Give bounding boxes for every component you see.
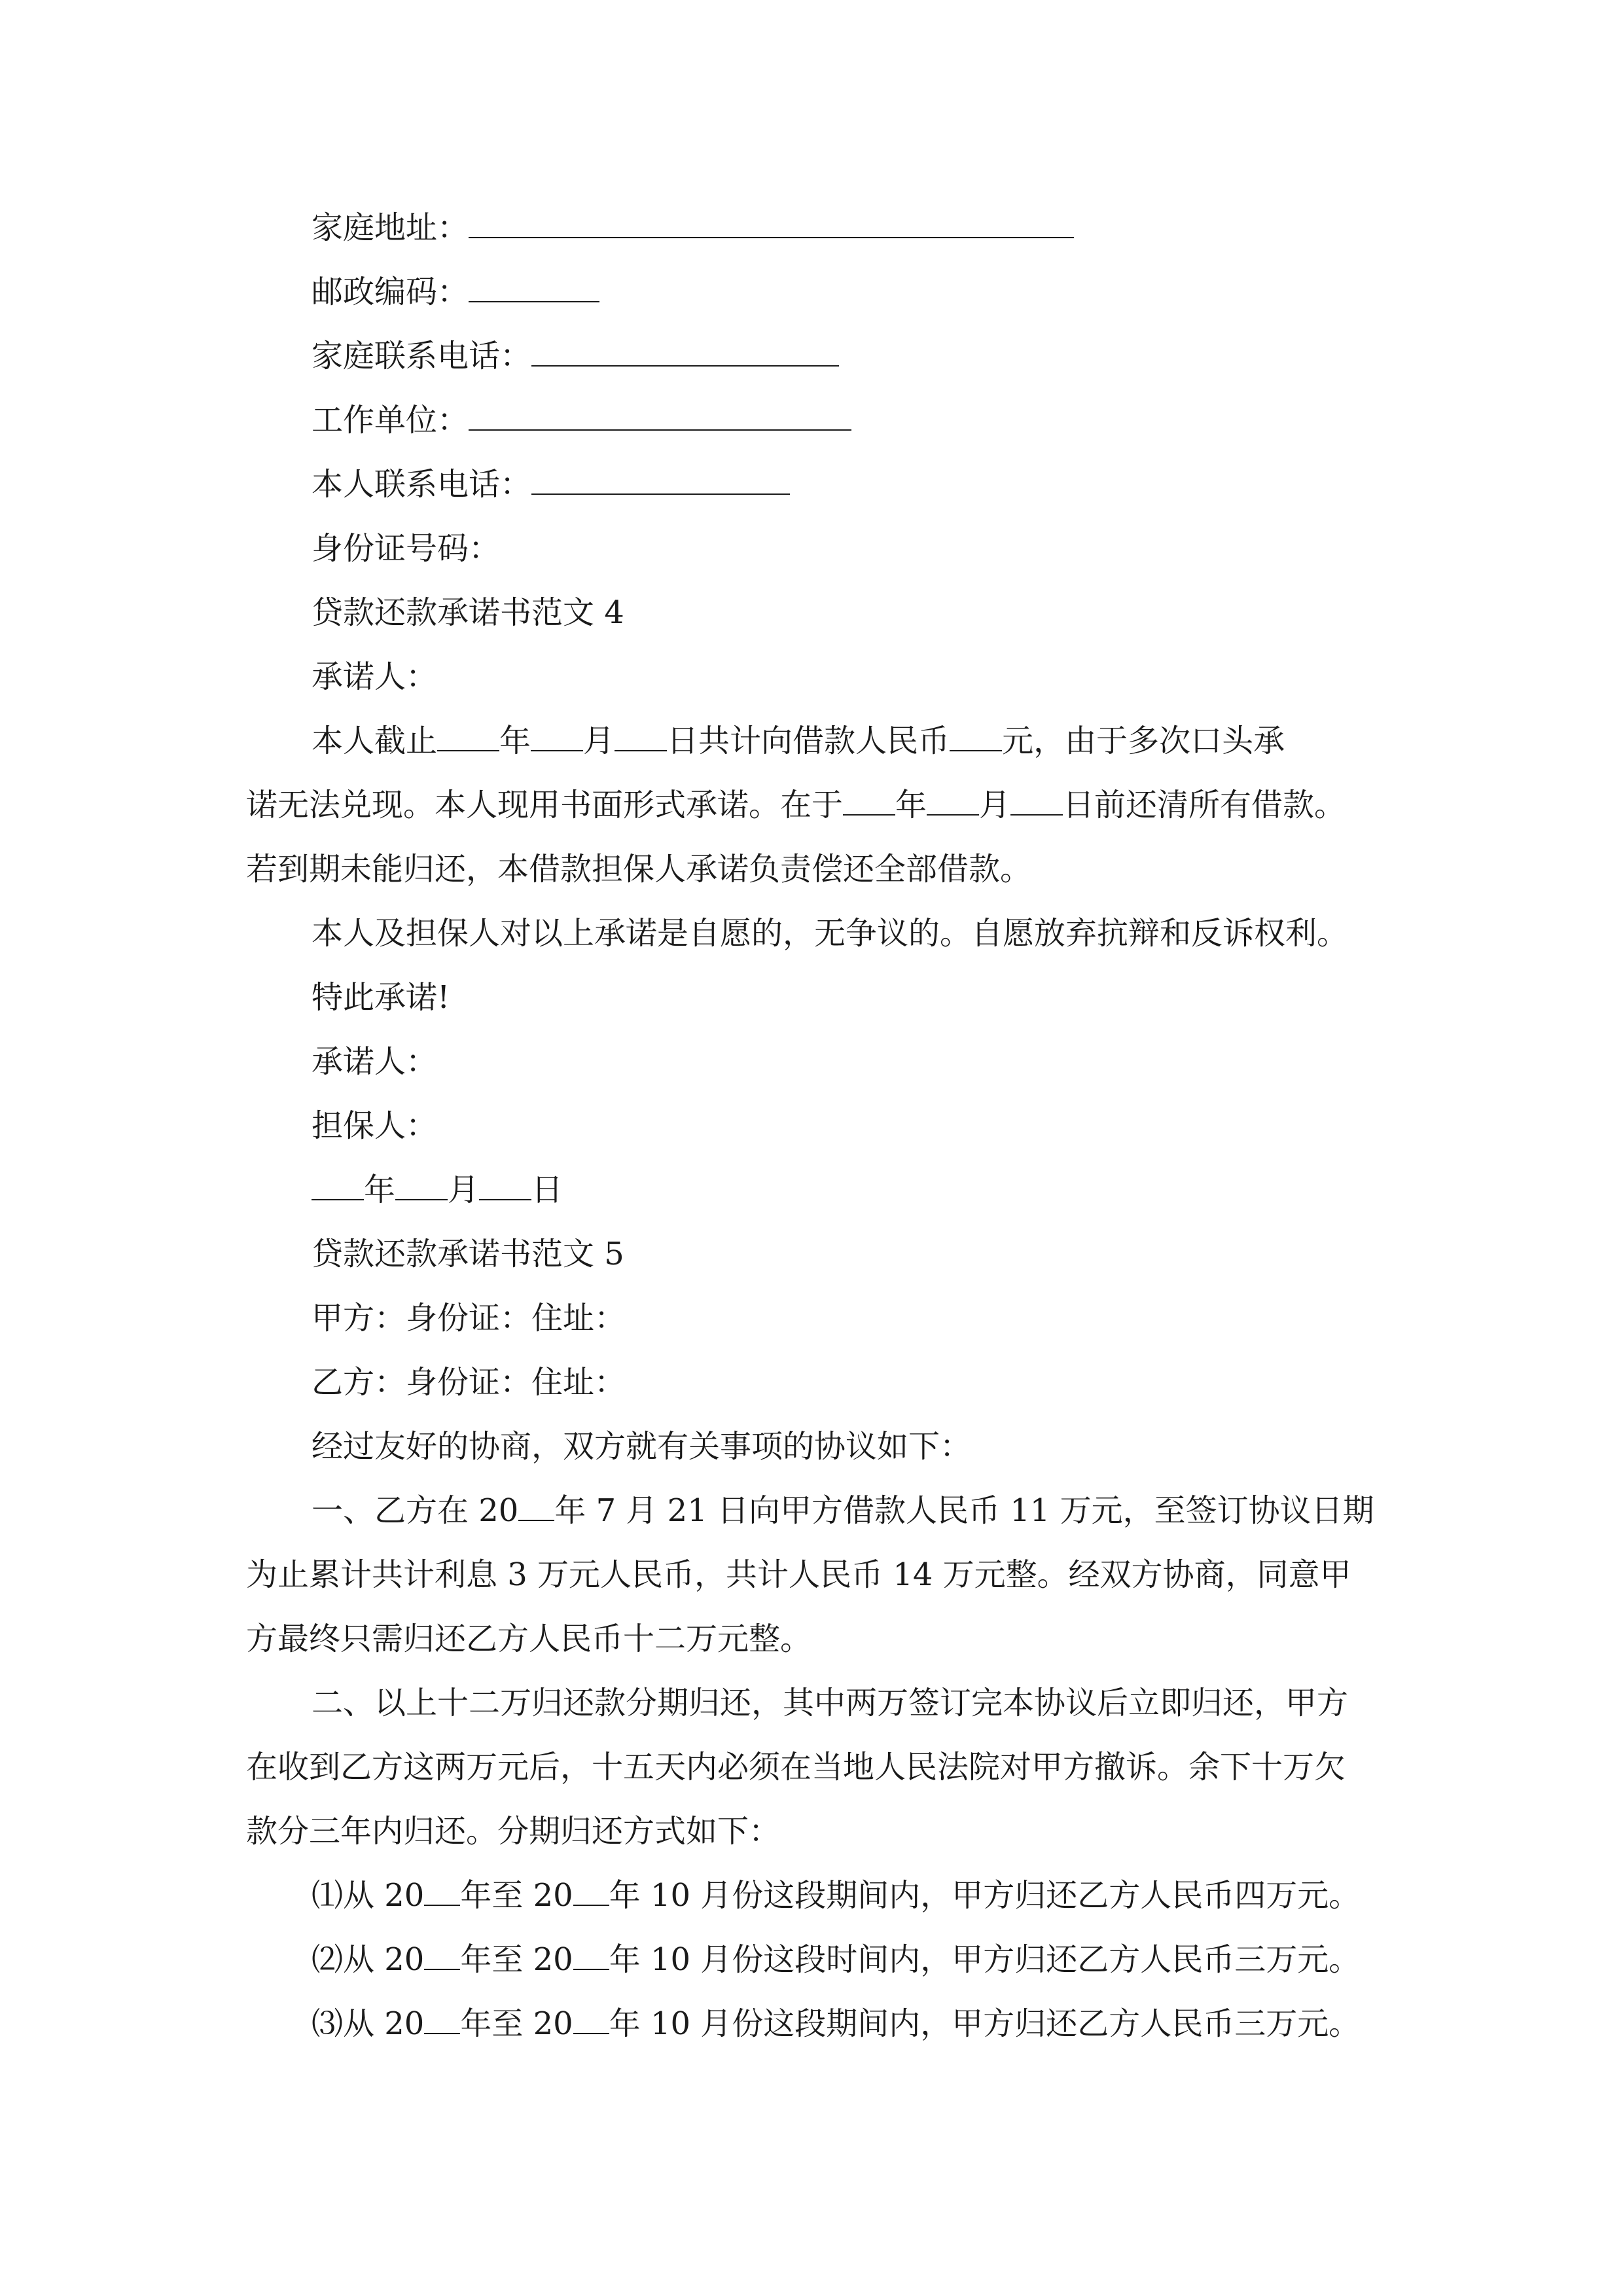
work-unit-label: 工作单位： [312, 402, 469, 439]
section4-title: 贷款还款承诺书范文 4 [312, 594, 624, 631]
section5-party-b: 乙方：身份证：住址： [312, 1364, 626, 1401]
i1-text-b: 年至 20 [460, 1877, 573, 1914]
id-number-line [312, 529, 500, 568]
section4-p1-line2 [246, 785, 1346, 825]
section5-item3 [312, 2004, 1360, 2043]
p1-line2-month: 月 [979, 787, 1011, 823]
date-day-blank [479, 1170, 531, 1200]
section4-p2: 本人及担保人对以上承诺是自愿的，无争议的。自愿放弃抗辩和反诉权利。 [312, 915, 1349, 952]
i3-text-c: 年 10 月份这段期间内，甲方归还乙方人民币三万元。 [609, 2005, 1361, 2042]
p1-day-blank [615, 721, 667, 751]
postal-code-blank [469, 272, 599, 302]
section5-clause2-line2: 在收到乙方这两万元后，十五天内必须在当地人民法院对甲方撤诉。余下十万欠 [246, 1749, 1346, 1785]
c1-year-blank [518, 1491, 554, 1521]
section4-date-line [312, 1170, 563, 1210]
i2-text-b: 年至 20 [460, 1941, 573, 1978]
i3-text-a: ⑶从 20 [312, 2005, 425, 2042]
home-phone-line [312, 336, 839, 376]
p1-line2-year-blank [843, 785, 895, 816]
p1-year-blank [437, 721, 499, 751]
personal-phone-line [312, 465, 790, 504]
section5-party-a: 甲方：身份证：住址： [312, 1300, 626, 1336]
p1-month-blank [531, 721, 583, 751]
section5-clause1-line2: 为止累计共计利息 3 万元人民币，共计人民币 14 万元整。经双方协商，同意甲 [246, 1556, 1351, 1593]
date-month-blank [395, 1170, 448, 1200]
p1-amount-blank [950, 721, 1002, 751]
p1-month: 月 [583, 723, 615, 759]
p1-line2-rest: 日前还清所有借款。 [1063, 787, 1346, 823]
section4-p1-line3: 若到期未能归还，本借款担保人承诺负责偿还全部借款。 [246, 851, 1032, 888]
home-phone-blank [531, 336, 839, 367]
work-unit-line [312, 401, 851, 440]
section4-sign-guarantor: 担保人： [312, 1107, 438, 1144]
i1-blank-1 [424, 1876, 460, 1906]
home-phone-label: 家庭联系电话： [312, 338, 532, 374]
section5-item2 [312, 1940, 1360, 1979]
postal-code-line [312, 272, 599, 312]
i2-text-c: 年 10 月份这段时间内，甲方归还乙方人民币三万元。 [609, 1941, 1361, 1978]
date-year: 年 [364, 1172, 396, 1208]
home-address-blank [469, 208, 1074, 238]
id-number-label: 身份证号码： [312, 530, 501, 567]
p1-day-text: 日共计向借款人民币 [667, 723, 950, 759]
c1-text-b: 年 7 月 21 日向甲方借款人民币 11 万元，至签订协议日期 [554, 1492, 1374, 1529]
p1-yuan-text: 元，由于多次口头承 [1002, 723, 1285, 759]
i3-blank-1 [424, 2004, 460, 2034]
section4-sign-promisor: 承诺人： [312, 1043, 438, 1080]
personal-phone-blank [531, 465, 790, 495]
i3-blank-2 [573, 2004, 609, 2034]
date-year-blank [312, 1170, 364, 1200]
p1-line2-year: 年 [895, 787, 927, 823]
home-address-line [312, 208, 1074, 247]
section5-clause1-line1 [312, 1491, 1374, 1530]
i1-text-c: 年 10 月份这段期间内，甲方归还乙方人民币四万元。 [609, 1877, 1361, 1914]
section4-p1-line1 [312, 721, 1285, 761]
i3-text-b: 年至 20 [460, 2005, 573, 2042]
i2-text-a: ⑵从 20 [312, 1941, 425, 1978]
i2-blank-1 [424, 1940, 460, 1970]
date-day: 日 [531, 1172, 563, 1208]
section5-clause1-line3: 方最终只需归还乙方人民币十二万元整。 [246, 1621, 812, 1657]
p1-year: 年 [499, 723, 531, 759]
postal-code-label: 邮政编码： [312, 274, 469, 310]
section5-clause2-line3: 款分三年内归还。分期归还方式如下： [246, 1813, 781, 1850]
section4-promisor: 承诺人： [312, 658, 438, 695]
section5-clause2-line1: 二、以上十二万归还款分期归还，其中两万签订完本协议后立即归还，甲方 [312, 1685, 1349, 1721]
p1-line2-day-blank [1010, 785, 1063, 816]
home-address-label: 家庭地址： [312, 209, 469, 246]
personal-phone-label: 本人联系电话： [312, 466, 532, 503]
c1-text-a: 一、乙方在 20 [312, 1492, 519, 1529]
i1-text-a: ⑴从 20 [312, 1877, 425, 1914]
p1-line2-month-blank [927, 785, 979, 816]
section4-p3: 特此承诺! [312, 979, 450, 1016]
date-month: 月 [448, 1172, 480, 1208]
section5-item1 [312, 1876, 1360, 1915]
i1-blank-2 [573, 1876, 609, 1906]
i2-blank-2 [573, 1940, 609, 1970]
work-unit-blank [469, 401, 851, 431]
p1-line2-text-a: 诺无法兑现。本人现用书面形式承诺。在于 [246, 787, 844, 823]
section5-title: 贷款还款承诺书范文 5 [312, 1236, 624, 1272]
section5-intro: 经过友好的协商，双方就有关事项的协议如下： [312, 1428, 972, 1465]
p1-text-a: 本人截止 [312, 723, 438, 759]
